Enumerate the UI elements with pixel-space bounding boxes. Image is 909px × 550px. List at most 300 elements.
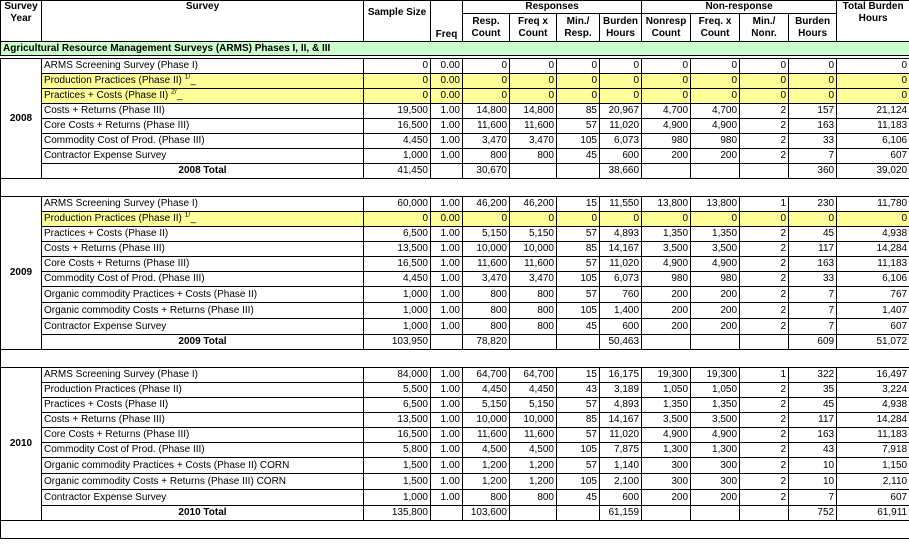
value-cell: 3,189 (600, 383, 642, 398)
value-cell: 0 (510, 74, 557, 89)
total-burden-hours: 50,463 (600, 335, 642, 350)
survey-name: Contractor Expense Survey (44, 150, 167, 161)
value-cell: 2 (740, 104, 789, 119)
survey-name-cell (42, 242, 364, 257)
value-cell: 45 (557, 149, 600, 164)
value-cell: 57 (557, 287, 600, 303)
value-cell: 3,470 (463, 134, 510, 149)
value-cell: 163 (789, 119, 837, 134)
value-cell: 14,167 (600, 242, 642, 257)
survey-name: Contractor Expense Survey (44, 491, 167, 503)
value-cell: 1,407 (837, 303, 909, 319)
total-resp-count: 30,670 (463, 164, 510, 179)
value-cell: 57 (557, 458, 600, 474)
total-row (1, 164, 909, 179)
value-cell: 0 (837, 212, 909, 227)
value-cell: 0 (740, 212, 789, 227)
survey-name-cell (42, 458, 364, 474)
value-cell: 7 (789, 303, 837, 319)
value-cell: 200 (642, 319, 691, 335)
value-cell: 11,183 (837, 428, 909, 443)
separator-row (1, 350, 909, 368)
survey-name: Costs + Returns (Phase III) (44, 414, 165, 425)
survey-name: Organic commodity Costs + Returns (Phase III) (44, 304, 254, 316)
value-cell: 6,106 (837, 272, 909, 287)
value-cell: 300 (691, 458, 740, 474)
survey-name: Costs + Returns (Phase III) (44, 105, 165, 116)
value-cell: 45 (789, 398, 837, 413)
value-cell: 1,350 (642, 227, 691, 242)
value-cell: 1,200 (510, 474, 557, 490)
value-cell: 2 (740, 490, 789, 506)
value-cell: 1 (740, 197, 789, 212)
value-cell: 105 (557, 272, 600, 287)
survey-name: Commodity Cost of Prod. (Phase III) (44, 273, 205, 284)
separator-row (1, 179, 909, 197)
value-cell: 5,150 (510, 227, 557, 242)
value-cell: 11,600 (510, 119, 557, 134)
value-cell: 0 (510, 212, 557, 227)
value-cell: 1.00 (431, 197, 463, 212)
table-row (1, 227, 909, 242)
value-cell: 163 (789, 428, 837, 443)
value-cell: 19,300 (642, 368, 691, 383)
survey-name: ARMS Screening Survey (Phase I) (44, 198, 198, 209)
value-cell: 230 (789, 197, 837, 212)
survey-year-cell: 2009 (1, 197, 42, 350)
table-row (1, 59, 909, 74)
value-cell: 3,470 (510, 134, 557, 149)
value-cell: 45 (557, 319, 600, 335)
header-responses: Responses (463, 1, 642, 14)
value-cell: 11,600 (510, 428, 557, 443)
survey-name: Organic commodity Practices + Costs (Phase II) CORN (44, 459, 290, 471)
survey-name-cell (42, 368, 364, 383)
value-cell: 607 (837, 490, 909, 506)
value-cell: 1,150 (837, 458, 909, 474)
value-cell: 2 (740, 287, 789, 303)
value-cell: 46,200 (463, 197, 510, 212)
value-cell: 200 (642, 149, 691, 164)
value-cell: 46,200 (510, 197, 557, 212)
value-cell: 1.00 (431, 134, 463, 149)
value-cell: 0 (510, 59, 557, 74)
value-cell: 0 (557, 74, 600, 89)
value-cell: 0 (463, 74, 510, 89)
value-cell: 980 (642, 272, 691, 287)
value-cell: 4,900 (691, 119, 740, 134)
table-row (1, 443, 909, 458)
value-cell: 13,800 (691, 197, 740, 212)
header-non-response: Non-response (642, 1, 837, 14)
survey-name: Commodity Cost of Prod. (Phase III) (44, 444, 205, 455)
value-cell: 767 (837, 287, 909, 303)
value-cell: 43 (789, 443, 837, 458)
value-cell: 19,300 (691, 368, 740, 383)
value-cell: 19,500 (364, 104, 431, 119)
value-cell: 13,500 (364, 413, 431, 428)
survey-name-cell (42, 119, 364, 134)
value-cell: 607 (837, 149, 909, 164)
survey-name-cell (42, 319, 364, 335)
value-cell: 4,893 (600, 227, 642, 242)
value-cell: 0 (364, 59, 431, 74)
value-cell: 11,183 (837, 257, 909, 272)
value-cell: 1,000 (364, 149, 431, 164)
value-cell: 0 (691, 59, 740, 74)
value-cell: 2 (740, 272, 789, 287)
value-cell: 64,700 (463, 368, 510, 383)
value-cell: 64,700 (510, 368, 557, 383)
table-row (1, 272, 909, 287)
value-cell: 800 (510, 490, 557, 506)
value-cell: 322 (789, 368, 837, 383)
survey-name: Costs + Returns (Phase III) (44, 243, 165, 254)
value-cell: 600 (600, 149, 642, 164)
survey-name-cell (42, 474, 364, 490)
value-cell: 10,000 (463, 242, 510, 257)
value-cell: 0 (463, 89, 510, 104)
survey-name: Core Costs + Returns (Phase III) (44, 258, 190, 269)
value-cell: 5,500 (364, 383, 431, 398)
value-cell: 200 (691, 319, 740, 335)
value-cell: 7,918 (837, 443, 909, 458)
survey-name: Commodity Cost of Prod. (Phase III) (44, 135, 205, 146)
value-cell: 7 (789, 319, 837, 335)
value-cell: 85 (557, 413, 600, 428)
table-row (1, 104, 909, 119)
value-cell: 1,350 (642, 398, 691, 413)
total-burden-hours: 61,159 (600, 506, 642, 521)
value-cell: 2 (740, 428, 789, 443)
value-cell: 4,500 (463, 443, 510, 458)
header-sample-size: Sample Size (364, 1, 431, 42)
value-cell: 2 (740, 119, 789, 134)
value-cell: 607 (837, 319, 909, 335)
table-row (1, 287, 909, 303)
total-sample-size: 41,450 (364, 164, 431, 179)
value-cell: 0 (642, 89, 691, 104)
value-cell: 16,500 (364, 428, 431, 443)
survey-name-cell (42, 303, 364, 319)
value-cell: 800 (463, 149, 510, 164)
value-cell: 3,500 (642, 413, 691, 428)
value-cell: 0 (463, 59, 510, 74)
value-cell: 11,020 (600, 257, 642, 272)
survey-name: Core Costs + Returns (Phase III) (44, 429, 190, 440)
value-cell: 0 (837, 89, 909, 104)
value-cell: 300 (691, 474, 740, 490)
total-label: 2008 Total (42, 164, 364, 179)
header-nonresp-count: Nonresp Count (642, 14, 691, 42)
value-cell: 11,600 (463, 257, 510, 272)
value-cell: 6,500 (364, 227, 431, 242)
value-cell: 1.00 (431, 287, 463, 303)
value-cell: 0 (600, 212, 642, 227)
value-cell: 1.00 (431, 428, 463, 443)
total-label: 2009 Total (42, 335, 364, 350)
value-cell: 2 (740, 257, 789, 272)
value-cell: 1,300 (691, 443, 740, 458)
value-cell: 600 (600, 319, 642, 335)
survey-name-cell (42, 197, 364, 212)
total-resp-count: 78,820 (463, 335, 510, 350)
survey-name-cell: Practices + Costs (Phase II) $^{2/}$_ (42, 89, 364, 104)
value-cell: 2 (740, 398, 789, 413)
table-row (1, 490, 909, 506)
value-cell: 105 (557, 303, 600, 319)
value-cell: 33 (789, 272, 837, 287)
value-cell: 11,600 (463, 119, 510, 134)
header-burden-hours-nonresp: Burden Hours (789, 14, 837, 42)
value-cell: 57 (557, 119, 600, 134)
survey-name-cell (42, 104, 364, 119)
value-cell: 200 (642, 303, 691, 319)
value-cell: 60,000 (364, 197, 431, 212)
value-cell: 0 (691, 74, 740, 89)
value-cell: 600 (600, 490, 642, 506)
value-cell: 800 (510, 303, 557, 319)
value-cell: 2 (740, 458, 789, 474)
value-cell: 35 (789, 383, 837, 398)
value-cell: 1.00 (431, 303, 463, 319)
value-cell: 0 (691, 89, 740, 104)
value-cell: 1.00 (431, 368, 463, 383)
header-burden-hours-resp: Burden Hours (600, 14, 642, 42)
value-cell: 1,050 (642, 383, 691, 398)
value-cell: 0 (740, 89, 789, 104)
value-cell: 0 (789, 59, 837, 74)
value-cell: 10,000 (463, 413, 510, 428)
total-burden-hours: 38,660 (600, 164, 642, 179)
value-cell: 0 (463, 212, 510, 227)
table-row (1, 368, 909, 383)
value-cell: 0 (557, 212, 600, 227)
value-cell: 1.00 (431, 257, 463, 272)
value-cell: 4,900 (642, 257, 691, 272)
value-cell: 2 (740, 149, 789, 164)
header-min-nonr: Min./ Nonr. (740, 14, 789, 42)
value-cell: 20,967 (600, 104, 642, 119)
value-cell: 1.00 (431, 227, 463, 242)
value-cell: 1 (740, 368, 789, 383)
table-row (1, 458, 909, 474)
value-cell: 6,106 (837, 134, 909, 149)
total-nonresp-burden: 360 (789, 164, 837, 179)
value-cell: 105 (557, 443, 600, 458)
value-cell: 300 (642, 474, 691, 490)
value-cell: 15 (557, 197, 600, 212)
value-cell: 1,000 (364, 490, 431, 506)
value-cell: 57 (557, 227, 600, 242)
value-cell: 5,150 (463, 227, 510, 242)
value-cell: 0 (691, 212, 740, 227)
value-cell: 1.00 (431, 490, 463, 506)
value-cell: 10 (789, 474, 837, 490)
value-cell: 57 (557, 428, 600, 443)
value-cell: 11,020 (600, 119, 642, 134)
value-cell: 117 (789, 413, 837, 428)
value-cell: 6,073 (600, 134, 642, 149)
total-grand-burden: 39,020 (837, 164, 909, 179)
total-resp-count: 103,600 (463, 506, 510, 521)
survey-name-cell (42, 257, 364, 272)
survey-name-cell (42, 134, 364, 149)
value-cell: 800 (463, 319, 510, 335)
separator-row (1, 521, 909, 539)
value-cell: 10,000 (510, 413, 557, 428)
value-cell: 14,284 (837, 242, 909, 257)
header-resp-count: Resp. Count (463, 14, 510, 42)
value-cell: 1,000 (364, 319, 431, 335)
value-cell: 157 (789, 104, 837, 119)
value-cell: 800 (463, 490, 510, 506)
table-row (1, 303, 909, 319)
value-cell: 4,500 (510, 443, 557, 458)
value-cell: 0 (740, 59, 789, 74)
value-cell: 300 (642, 458, 691, 474)
value-cell: 0 (557, 59, 600, 74)
value-cell: 3,500 (642, 242, 691, 257)
value-cell: 980 (691, 272, 740, 287)
table-row (1, 212, 909, 227)
value-cell: 0 (364, 74, 431, 89)
table-row (1, 319, 909, 335)
value-cell: 4,700 (642, 104, 691, 119)
value-cell: 1,200 (463, 474, 510, 490)
value-cell: 1.00 (431, 458, 463, 474)
survey-name-cell (42, 443, 364, 458)
value-cell: 1,200 (510, 458, 557, 474)
value-cell: 1,350 (691, 227, 740, 242)
value-cell: 2 (740, 227, 789, 242)
survey-name: Production Practices (Phase II) (44, 384, 182, 395)
table-row (1, 74, 909, 89)
table-row (1, 134, 909, 149)
value-cell: 0 (600, 74, 642, 89)
header-freq: Freq (431, 1, 463, 42)
value-cell: 1.00 (431, 319, 463, 335)
value-cell: 13,500 (364, 242, 431, 257)
value-cell: 14,800 (510, 104, 557, 119)
table-row (1, 242, 909, 257)
value-cell: 0 (642, 59, 691, 74)
table-header (1, 1, 909, 42)
value-cell: 1,050 (691, 383, 740, 398)
survey-name-cell (42, 272, 364, 287)
value-cell: 163 (789, 257, 837, 272)
value-cell: 800 (463, 287, 510, 303)
header-freq-x-count-resp: Freq x Count (510, 14, 557, 42)
value-cell: 0 (837, 74, 909, 89)
value-cell: 0 (789, 74, 837, 89)
survey-name-cell: Production Practices (Phase II) $^{1/}$_ (42, 74, 364, 89)
value-cell: 7,875 (600, 443, 642, 458)
value-cell: 2,100 (600, 474, 642, 490)
value-cell: 1,000 (364, 287, 431, 303)
value-cell: 16,497 (837, 368, 909, 383)
survey-name: ARMS Screening Survey (Phase I) (44, 369, 198, 380)
value-cell: 11,600 (510, 257, 557, 272)
value-cell: 13,800 (642, 197, 691, 212)
value-cell: 1,350 (691, 398, 740, 413)
value-cell: 0.00 (431, 212, 463, 227)
value-cell: 3,470 (510, 272, 557, 287)
value-cell: 14,167 (600, 413, 642, 428)
header-freq-x-count-nonresp: Freq. x Count (691, 14, 740, 42)
survey-name-cell (42, 398, 364, 413)
value-cell: 800 (510, 149, 557, 164)
value-cell: 0 (789, 89, 837, 104)
value-cell: 11,020 (600, 428, 642, 443)
total-row (1, 506, 909, 521)
value-cell: 0 (642, 212, 691, 227)
survey-name: Organic commodity Costs + Returns (Phase III) CORN (44, 475, 287, 487)
value-cell: 0 (740, 74, 789, 89)
value-cell: 1,500 (364, 458, 431, 474)
value-cell: 0 (789, 212, 837, 227)
survey-name-cell (42, 383, 364, 398)
table-body (1, 42, 909, 539)
survey-name: Practices + Costs (Phase II) (44, 399, 169, 410)
value-cell: 1,400 (600, 303, 642, 319)
value-cell: 1.00 (431, 104, 463, 119)
table-row (1, 474, 909, 490)
value-cell: 0 (642, 74, 691, 89)
value-cell: 4,893 (600, 398, 642, 413)
value-cell: 200 (691, 490, 740, 506)
table-row (1, 197, 909, 212)
total-grand-burden: 61,911 (837, 506, 909, 521)
value-cell: 0 (600, 89, 642, 104)
value-cell: 2 (740, 413, 789, 428)
survey-year-cell: 2008 (1, 59, 42, 179)
survey-name: Core Costs + Returns (Phase III) (44, 120, 190, 131)
survey-name-cell (42, 59, 364, 74)
survey-name: Practices + Costs (Phase II) (44, 228, 169, 239)
survey-name: Contractor Expense Survey (44, 320, 167, 332)
value-cell: 85 (557, 242, 600, 257)
footnote-marker: 1/ (184, 211, 191, 219)
value-cell: 800 (510, 319, 557, 335)
value-cell: 0.00 (431, 59, 463, 74)
value-cell: 45 (557, 490, 600, 506)
total-nonresp-burden: 752 (789, 506, 837, 521)
value-cell: 760 (600, 287, 642, 303)
survey-name: Practices + Costs (Phase II) (44, 90, 169, 101)
header-survey: Survey (42, 1, 364, 42)
table-row (1, 428, 909, 443)
value-cell: 1,000 (364, 303, 431, 319)
value-cell: 7 (789, 287, 837, 303)
value-cell: 7 (789, 149, 837, 164)
value-cell: 43 (557, 383, 600, 398)
table-row (1, 257, 909, 272)
value-cell: 1.00 (431, 443, 463, 458)
value-cell: 10 (789, 458, 837, 474)
survey-name-cell (42, 490, 364, 506)
value-cell: 4,938 (837, 227, 909, 242)
value-cell: 1,200 (463, 458, 510, 474)
value-cell: 0 (557, 89, 600, 104)
header-survey-year: Survey Year (1, 1, 42, 42)
value-cell: 4,700 (691, 104, 740, 119)
value-cell: 1.00 (431, 149, 463, 164)
value-cell: 0 (600, 59, 642, 74)
total-nonresp-burden: 609 (789, 335, 837, 350)
value-cell: 11,183 (837, 119, 909, 134)
value-cell: 2 (740, 443, 789, 458)
